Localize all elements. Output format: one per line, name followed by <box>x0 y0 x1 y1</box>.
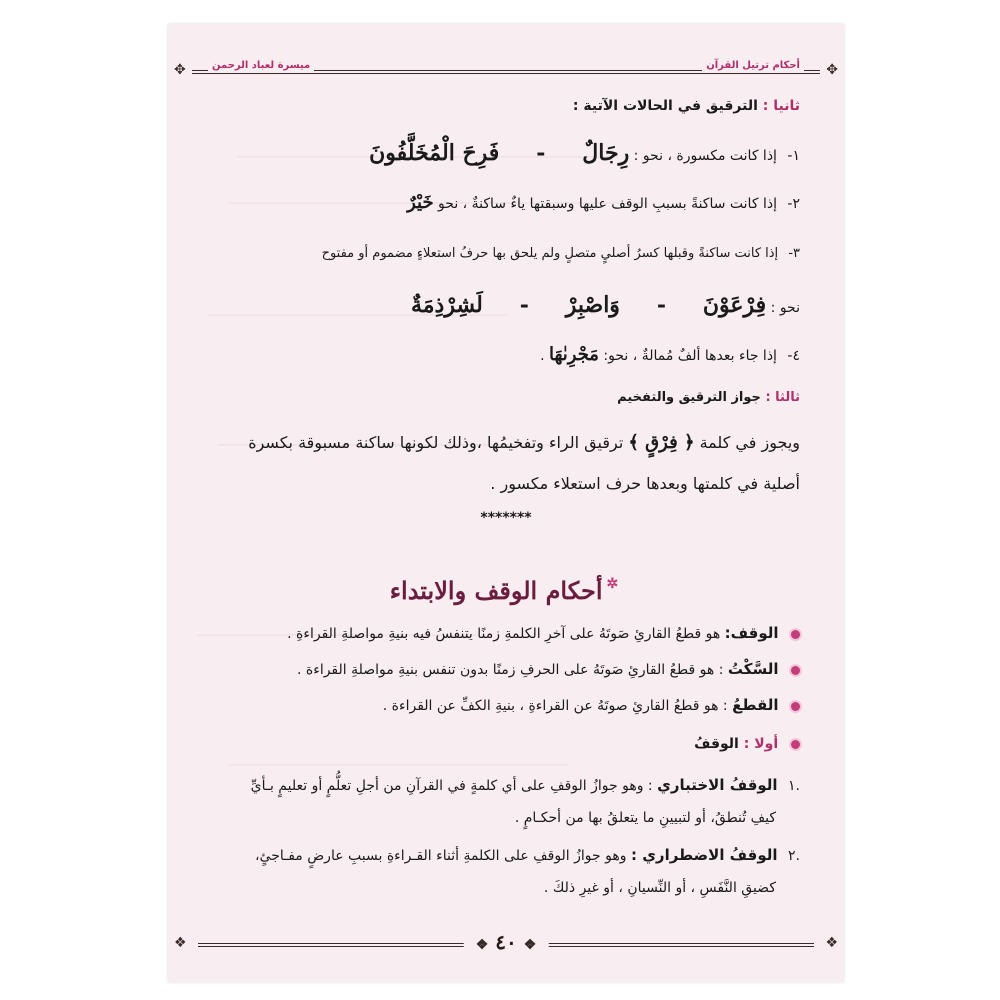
example-separator: - <box>536 140 546 166</box>
definition-waqf <box>212 624 800 642</box>
tajweed-paragraph-line-2 <box>212 474 800 493</box>
definition-qat <box>212 696 800 714</box>
type-ikhtibari-continued: كيفِ تُنطقُ، أو لتبيينِ ما يتعلقُ بها من أحكـامٍ . <box>514 810 776 826</box>
example-separator: - <box>519 292 529 318</box>
section-title-text: أحكام الوقف والابتداء <box>389 576 603 605</box>
definition-term: الوقف: <box>724 624 779 642</box>
definition-sakt <box>212 660 800 678</box>
rule-item-2 <box>212 192 800 213</box>
item-text: إذا كانت ساكنةً بسببِ الوقف عليها وسبقتها ياءٌ ساكنةٌ ، نحو <box>438 196 777 212</box>
thalithan-title: جواز الترقيق والتفخيم <box>617 390 761 405</box>
thaniyan-title: الترقيق في الحالات الآتية : <box>572 98 758 114</box>
example-word: خَيْرٌ <box>407 192 434 213</box>
item-number: .١ <box>788 778 800 794</box>
page-number-text: ٤٠ <box>495 930 517 954</box>
type-text: : وهو جوازُ الوقفِ على أي كلمةٍ في القرآنِ من أجلِ تعلُّمٍ أو تعليمٍ بـأيِّ <box>250 778 653 794</box>
examples-prefix: نحو : <box>770 300 800 316</box>
rule-item-3-examples <box>212 292 800 318</box>
rule-item-1 <box>212 140 800 166</box>
paragraph-text: أصلية في كلمتها وبعدها حرف استعلاء مكسور . <box>490 474 800 493</box>
thaniyan-heading <box>212 98 800 114</box>
thalithan-heading <box>212 390 800 405</box>
footer-ornament-left-icon: ❖ <box>174 935 187 951</box>
definition-text: : هو قطعُ القارئِ صَوتَهُ على الحرفِ زمنًا بدون تنفس بنيةِ مواصلةِ القراءة . <box>297 662 724 678</box>
book-page <box>168 24 844 982</box>
header-book-title: أحكام ترتيل القرآن <box>702 60 804 71</box>
type-term: الوقفُ الاختباري <box>657 776 778 794</box>
item-number: ٤- <box>787 348 800 364</box>
awwalan-title: الوقفُ <box>694 736 739 752</box>
item-text: إذا جاء بعدها ألفٌ مُمالةٌ ، نحو: <box>603 348 777 364</box>
page-footer <box>168 926 844 962</box>
bullet-icon <box>791 702 800 711</box>
definition-term: السَّكْتُ <box>727 660 779 678</box>
example-word: وَاصْبِرْ <box>565 292 620 318</box>
example-word: فَرِحَ الْمُخَلَّفُونَ <box>369 140 500 166</box>
type-term: الوقفُ الاضطراري : <box>630 846 778 864</box>
example-word: مَجْرِىٰهَا <box>548 344 599 365</box>
type-idtirari <box>212 846 800 864</box>
header-ornament-left-icon: ✥ <box>174 62 186 78</box>
page-content <box>212 24 800 982</box>
bullet-icon <box>791 666 800 675</box>
page-number-ornament-icon: ❖ <box>523 937 537 953</box>
awwalan-label: أولا : <box>743 736 779 752</box>
rule-item-4 <box>212 344 800 365</box>
star-ornament-icon: ✲ <box>606 576 619 592</box>
rule-item-3 <box>212 246 800 261</box>
page-number <box>464 930 549 954</box>
item-text: إذا كانت ساكنةً وقبلها كسرُ أصليٍ متصلٍ ولم يلحق بها حرفُ استعلاءٍ مضموم أو مفتوح <box>321 246 779 261</box>
footer-ornament-right-icon: ❖ <box>825 935 838 951</box>
item-text: إذا كانت مكسورة ، نحو : <box>633 148 777 164</box>
item-number: .٢ <box>788 848 800 864</box>
sentence-end: . <box>540 348 545 364</box>
bullet-icon <box>791 630 800 639</box>
awwalan-heading <box>212 736 800 752</box>
header-ornament-right-icon: ✥ <box>826 62 838 78</box>
definition-term: القطعُ <box>732 696 779 714</box>
item-number: ٣- <box>788 246 800 261</box>
paragraph-text: ترقيق الراء وتفخيمُها ،وذلك لكونها ساكنة مسبوقة بكسرة <box>248 433 624 452</box>
type-idtirari-continued: كضيقِ النَّفَسِ ، أو النِّسيانِ ، أو غيرِ ذلكَ . <box>543 880 776 896</box>
stars-divider: ******* <box>480 510 532 526</box>
example-word: لَشِرْذِمَةٌ <box>410 292 483 318</box>
example-separator: - <box>656 292 666 318</box>
item-number: ١- <box>787 148 800 164</box>
quran-word: ﴿ فِرْقٍ ﴾ <box>628 432 695 453</box>
definition-text: : هو قطعُ القارئِ صوتَهُ عن القراءةِ ، بنيةِ الكفِّ عن القراءة . <box>382 698 728 714</box>
thaniyan-label: ثانيا : <box>762 98 800 114</box>
definition-text: هو قطعُ القارئِ صَوتَهُ على آخرِ الكلمةِ زمنًا يتنفسُ فيه بنيةِ مواصلةِ القراءةِ . <box>287 626 721 642</box>
page-number-ornament-icon: ❖ <box>475 937 489 953</box>
example-word: رِجَالٌ <box>582 140 630 166</box>
item-number: ٢- <box>787 196 800 212</box>
paragraph-text: ويجوز في كلمة <box>699 433 800 452</box>
tajweed-paragraph-line-1 <box>212 432 800 453</box>
header-subtitle: ميسرة لعباد الرحمن <box>208 60 314 71</box>
type-ikhtibari <box>212 776 800 794</box>
bullet-icon <box>791 740 800 749</box>
example-word: فِرْعَوْنَ <box>702 292 767 318</box>
thalithan-label: ثالثا : <box>765 390 800 405</box>
type-text: وهو جوازُ الوقفِ على الكلمةِ أثناء القـراءةِ بسببِ عارضٍ مفـاجئٍ، <box>255 848 627 864</box>
section-title <box>212 576 800 605</box>
